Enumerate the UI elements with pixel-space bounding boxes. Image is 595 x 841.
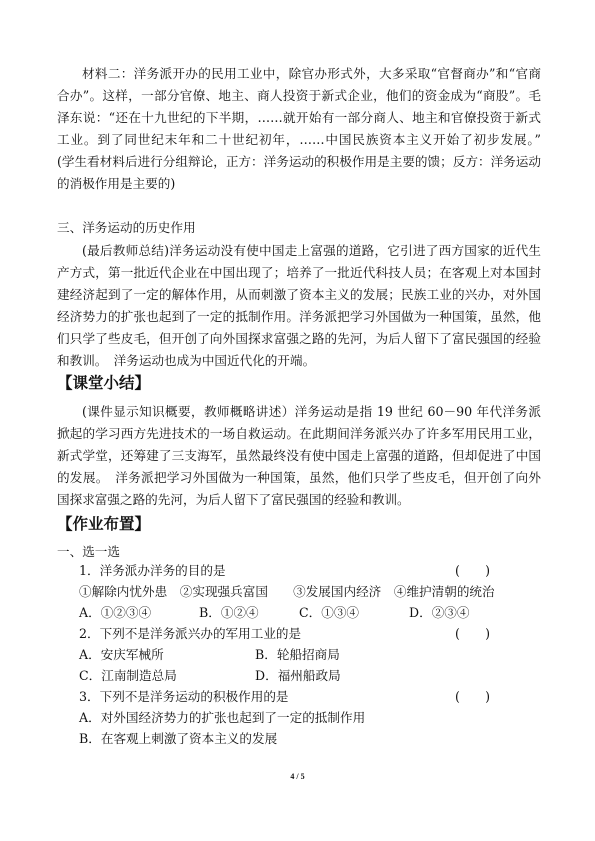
question-2-option-a: A．安庆军械所 (79, 647, 164, 662)
question-2-stem: 2．下列不是洋务派兴办的军用工业的是 (79, 626, 302, 641)
question-3-stem: 3．下列不是洋务运动的积极作用的是 (79, 689, 289, 704)
question-2-option-c: C．江南制造总局 (79, 668, 177, 683)
question-1-option-d: D．②③④ (409, 605, 470, 620)
section-three-paragraph: (最后教师总结)洋务运动没有使中国走上富强的道路，它引进了西方国家的近代生产方式，第一批近代企业在中国出现了；培养了一批近代科技人员；在客观上对本国封建经济起到了一定的解体作用，从而刺激了资本主义的发展；民族工业的兴办，对外国经济势力的扩张也起到了一定的抵制作用。洋务派把学习外国做为一种国策，虽然，他们只学了些皮毛，但开创了向外国探求富强之路的先河，为后人留下了富民强国的经验和教训。 洋务运动也成为中国近代化的开端。 (57, 243, 541, 368)
question-1-items: ①解除内忧外患 ②实现强兵富国 ③发展国内经济 ④维护清朝的统治 (79, 584, 495, 599)
question-1-stem: 1．洋务派办洋务的目的是 (79, 563, 226, 578)
question-2-option-d: D．福州船政局 (255, 668, 341, 683)
part-one-title: 一、选一选 (57, 544, 120, 559)
page-number: 4 / 5 (290, 772, 305, 781)
question-3-option-b: B．在客观上刺激了资本主义的发展 (79, 731, 278, 746)
question-1-option-c: C．①③④ (299, 605, 360, 620)
section-three-title: 三、洋务运动的历史作用 (57, 220, 196, 235)
question-3-option-a: A．对外国经济势力的扩张也起到了一定的抵制作用 (79, 710, 366, 725)
class-summary-paragraph: (课件显示知识概要，教师概略讲述）洋务运动是指 19 世纪 60－90 年代洋务派掀起的学习西方先进技术的一场自救运动。在此期间洋务派兴办了许多军用民用工业，新式学堂，还筹建了三支海军，虽然最终没有使中国走上富强的道路，但却促进了中国的发展。 洋务派把学习外国做为一种国策，虽然，他们只学了些皮毛，但开创了向外国探求富强之路的先河，为后人留下了富民强国的经验和教训。 (57, 404, 541, 507)
question-1-option-b: B．①②④ (199, 605, 259, 620)
question-1-option-a: A．①②③④ (79, 605, 152, 620)
material-two-paragraph: 材料二：洋务派开办的民用工业中，除官办形式外，大多采取“官督商办”和“官商合办”。这样，一部分官僚、地主、商人投资于新式企业，他们的资金成为“商股”。毛泽东说：“还在十九世纪的下半期，……就开始有一部分商人、地主和官僚投资于新式工业。到了同世纪末年和二十世纪初年，……中国民族资本主义开始了初步发展。” (学生看材料后进行分组辩论，正方：洋务运动的积极作用是主要的馈；反方：洋务运动的消极作用是主要的) (57, 66, 558, 191)
homework-heading: 【作业布置】 (57, 514, 151, 533)
question-2-answer-blank: ( ) (455, 626, 491, 641)
question-1-answer-blank: ( ) (455, 563, 491, 578)
question-2-option-b: B．轮船招商局 (255, 647, 340, 662)
class-summary-heading: 【课堂小结】 (57, 373, 151, 392)
question-3-answer-blank: ( ) (455, 689, 491, 704)
